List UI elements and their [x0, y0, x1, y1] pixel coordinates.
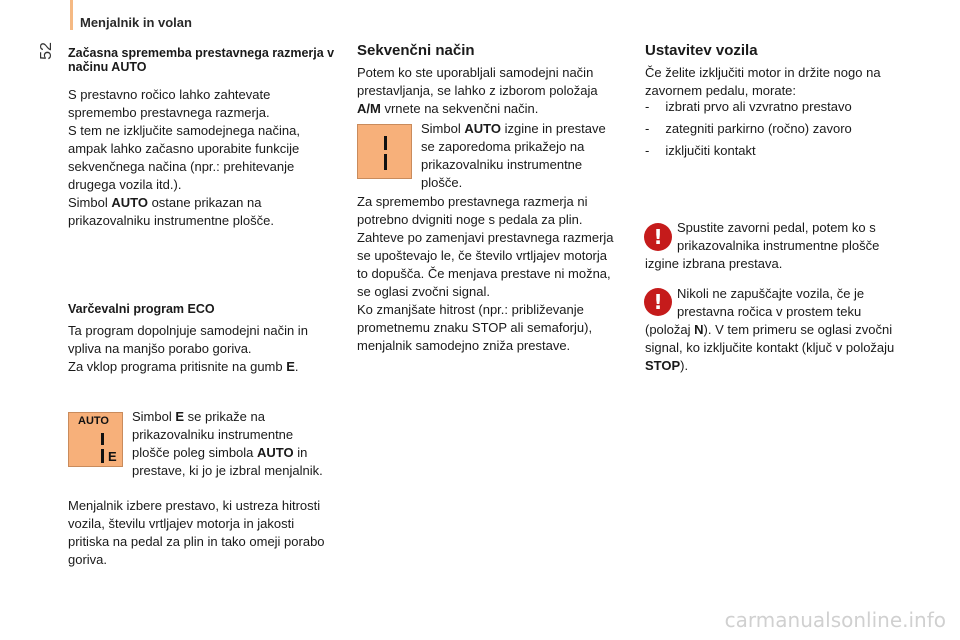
list-text: zategniti parkirno (ročno) zavoro — [665, 121, 852, 136]
paragraph-sequential-details — [357, 193, 637, 355]
text-line: prestavna ročica v prostem teku — [677, 304, 862, 319]
auto-eco-gear-icon — [68, 412, 123, 467]
warning-neutral-position — [677, 285, 927, 321]
list-bullet: - — [645, 121, 650, 136]
note-auto-disappears — [421, 120, 631, 192]
text-line: Če želite izključiti motor in držite nogo na — [645, 65, 881, 80]
heading-stopping-vehicle: Ustavitev vozila — [645, 42, 758, 59]
list-item — [645, 120, 925, 138]
warning-icon: ! — [644, 288, 672, 316]
text-line: S tem ne izključite samodejnega načina, — [68, 123, 300, 138]
text-line: ampak lahko začasno uporabite funkcije — [68, 141, 300, 156]
text-line: Ko zmanjšate hitrost (npr.: približevanje — [357, 302, 584, 317]
list-text: izključiti kontakt — [665, 143, 756, 158]
text-line: Nikoli ne zapuščajte vozila, če je — [677, 286, 865, 301]
text-line: plošče. — [421, 175, 463, 190]
text-line: prestavljanja, se lahko z izborom položaja — [357, 83, 598, 98]
text-line: vpliva na manjšo porabo goriva. — [68, 341, 252, 356]
text-line: Za vklop programa pritisnite na gumb E. — [68, 359, 299, 374]
text-line: prikazovalnika instrumentne plošče — [677, 238, 880, 253]
icon-auto-label: AUTO — [78, 415, 109, 427]
text-line: prikazovalniku instrumentne — [421, 157, 583, 172]
text-line: A/M vrnete na sekvenčni način. — [357, 101, 539, 116]
text-line: se zaporedoma prikažejo na — [421, 139, 585, 154]
text-line: pritiska na pedal za plin in tako omeji porabo — [68, 534, 325, 549]
heading-temporary-change: Začasna sprememba prestavnega razmerja v načinu AUTO — [68, 46, 335, 74]
list-bullet: - — [645, 143, 650, 158]
text-line: goriva. — [68, 552, 108, 567]
page-header-title: Menjalnik in volan — [80, 15, 192, 30]
paragraph-temporary-change — [68, 86, 348, 230]
watermark: carmanualsonline.info — [724, 608, 946, 632]
text-line: plošče poleg simbola AUTO in — [132, 445, 308, 460]
icon-bar — [384, 154, 387, 170]
text-line: prikazovalniku instrumentne plošče. — [68, 213, 274, 228]
text-line: Potem ko ste uporabljali samodejni način — [357, 65, 594, 80]
text-line: prometnemu znaku STOP ali semaforju), — [357, 320, 593, 335]
list-stopping-steps — [645, 98, 925, 160]
heading-sequential-mode: Sekvenčni način — [357, 42, 475, 59]
icon-bar — [101, 433, 104, 445]
icon-bar — [384, 136, 387, 150]
text-line: prikazovalniku instrumentne — [132, 427, 294, 442]
sequential-gear-icon — [357, 124, 412, 179]
text-line: menjalnik samodejno zniža prestave. — [357, 338, 571, 353]
warning-neutral-position-tail — [645, 321, 930, 375]
text-line: potrebno dvigniti noge s pedala za plin. — [357, 212, 583, 227]
text-line: zavornem pedalu, morate: — [645, 83, 797, 98]
text-line: se upoštevajo le, če število vrtljajev motorja — [357, 248, 608, 263]
text-line: S prestavno ročico lahko zahtevate — [68, 87, 271, 102]
text-line: Zahteve po zamenjavi prestavnega razmerja — [357, 230, 614, 245]
list-text: izbrati prvo ali vzvratno prestavo — [665, 99, 852, 114]
text-line: STOP). — [645, 358, 689, 373]
list-bullet: - — [645, 99, 650, 114]
text-line: prestave, ki jo je izbral menjalnik. — [132, 463, 323, 478]
text-line: Simbol AUTO ostane prikazan na — [68, 195, 262, 210]
warning-release-pedal-tail: izgine izbrana prestava. — [645, 256, 783, 271]
paragraph-stopping-intro — [645, 64, 925, 100]
text-line: Menjalnik izbere prestavo, ki ustreza hitrosti — [68, 498, 321, 513]
paragraph-sequential-intro — [357, 64, 632, 118]
page-number: 52 — [38, 42, 55, 60]
icon-e-label: E — [108, 449, 117, 464]
warning-release-pedal — [677, 219, 927, 255]
note-eco-symbol — [132, 408, 352, 480]
warning-icon: ! — [644, 223, 672, 251]
text-line: Spustite zavorni pedal, potem ko s — [677, 220, 876, 235]
text-line: to dopušča. Če menjava prestave ni možna, — [357, 266, 611, 281]
paragraph-gear-selection — [68, 497, 353, 569]
text-line: Simbol AUTO izgine in prestave — [421, 121, 606, 136]
text-line: (položaj N). V tem primeru se oglasi zvočni — [645, 322, 893, 337]
text-line: Simbol E se prikaže na — [132, 409, 265, 424]
text-line: drugega vozila itd.). — [68, 177, 182, 192]
heading-eco-program: Varčevalni program ECO — [68, 302, 215, 316]
text-line: Za spremembo prestavnega razmerja ni — [357, 194, 588, 209]
list-item — [645, 142, 925, 160]
list-item — [645, 98, 925, 116]
text-line: vozila, številu vrtljajev motorja in jakosti — [68, 516, 295, 531]
text-line: Ta program dopolnjuje samodejni način in — [68, 323, 308, 338]
icon-bar — [101, 449, 104, 463]
text-line: signal, ko izključite kontakt (ključ v položaju — [645, 340, 895, 355]
header-accent-bar — [70, 0, 73, 30]
text-line: sekvenčnega načina (npr.: prehitevanje — [68, 159, 295, 174]
text-line: se oglasi zvočni signal. — [357, 284, 490, 299]
paragraph-eco-program — [68, 322, 348, 376]
text-line: spremembo prestavnega razmerja. — [68, 105, 270, 120]
